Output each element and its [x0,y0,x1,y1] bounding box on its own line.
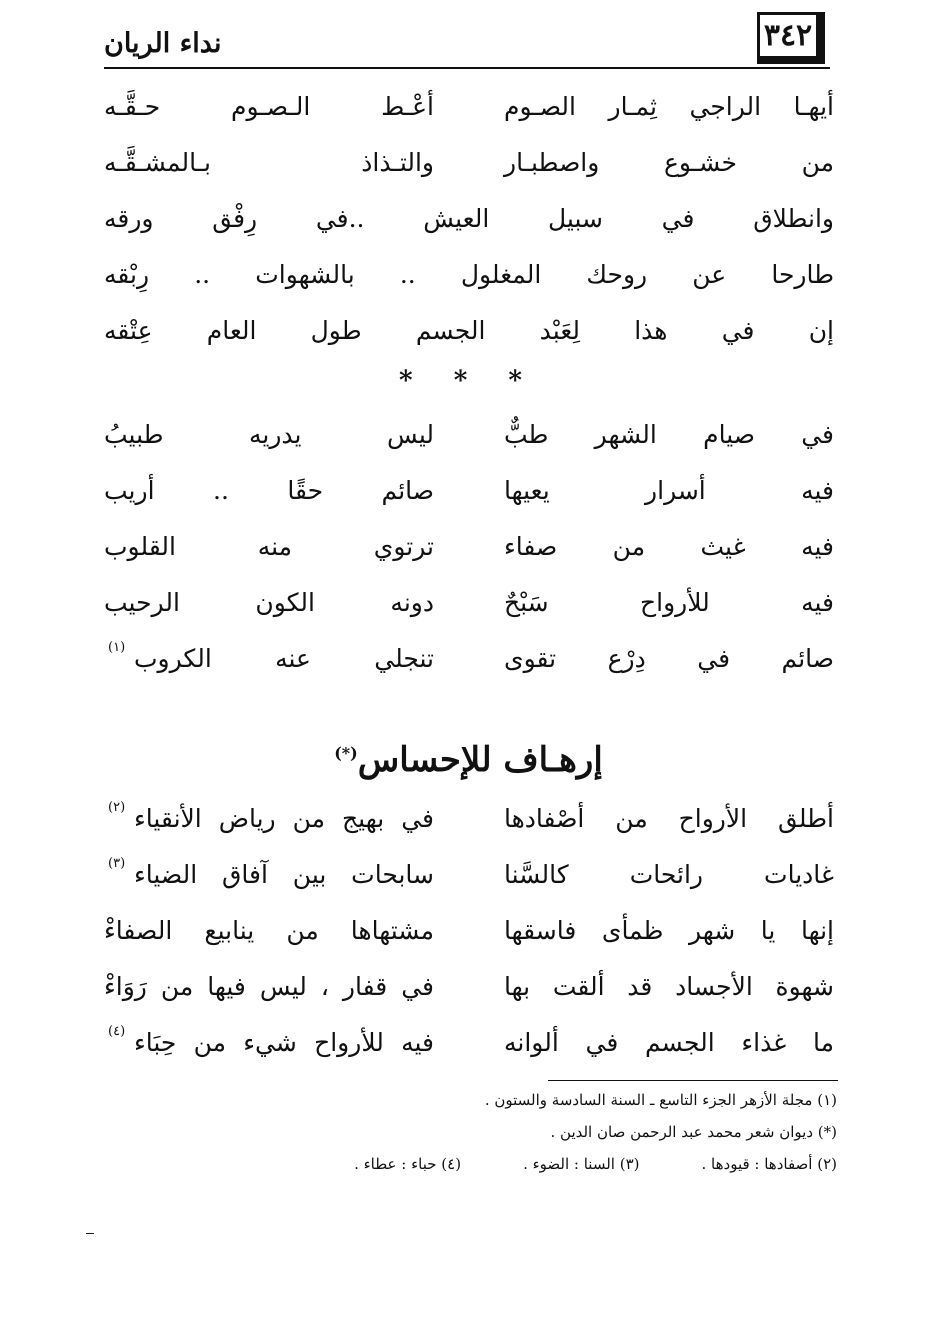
page-number-box: ٣٤٢ [757,12,825,64]
verse-line [104,800,834,860]
hemistich-left: أعْـط الـصـوم حـقَّـه [104,92,434,121]
hemistich-left: تنجلي عنه الكروب [134,644,434,673]
section-title-marker: (*) [334,743,358,763]
hemistich-left: في قفار ، ليس فيها من رَوَاءْ [104,972,434,1001]
poem-one [104,92,834,372]
glossary-line [97,1148,837,1180]
footnote-1: (١) مجلة الأزهر الجزء التاسع ـ السنة السادسة والستون . [484,1091,837,1109]
hemistich-left: ليس يدريه طبيبُ [104,420,434,449]
footnotes [97,1084,837,1180]
hemistich-right: صائم في دِرْع تقوى [504,644,834,673]
glossary-2: (٢) أصفادها : قيودها . [701,1155,837,1173]
verse-line [104,588,834,644]
hemistich-left: فيه للأرواح شيء من حِبَاء [134,1028,434,1057]
hemistich-left: صائم حقًا .. أريب [104,476,434,505]
verse-full-line: وانطلاق في سبيل العيش ..في رِفْق ورقه [104,204,834,233]
hemistich-right: من خشـوع واصطبـار [504,148,834,177]
hemistich-right: فيه للأرواح سَبْحٌ [504,588,834,617]
footnote-ref: (١) [108,640,126,655]
hemistich-right: أيهـا الراجي ثِمـار الصـوم [504,92,834,121]
verse-line [104,640,834,700]
hemistich-right: غاديات رائحات كالسَّنا [504,860,834,889]
footnote-ref: (٣) [108,856,126,871]
header-rule [104,67,830,69]
verse-full-line: إن في هذا لِعَبْد الجسم طول العام عِتْقه [104,316,834,345]
hemistich-right: ما غذاء الجسم في ألوانه [504,1028,834,1057]
hemistich-right: شهوة الأجساد قد ألقت بها [504,972,834,1001]
hemistich-right: إنها يا شهر ظمأى فاسقها [504,916,834,945]
header-title: نداء الريان [104,28,222,59]
footnote-rule [548,1080,838,1081]
section-title [0,740,937,780]
verse-line [104,972,834,1028]
verse-line [104,148,834,204]
hemistich-left: دونه الكون الرحيب [104,588,434,617]
verse-line [104,1024,834,1084]
hemistich-left: مشتهاها من ينابيع الصفاءْ [104,916,434,945]
verse-line [104,476,834,532]
poem-three [104,800,834,1084]
hemistich-left: ترتوي منه القلوب [104,532,434,561]
hemistich-left: والتـذاذ بـالمشـقَّـه [104,148,434,177]
verse-line [104,92,834,148]
verse-line [104,260,834,316]
hemistich-left: سابحات بين آفاق الضياء [134,860,434,889]
poem-two [104,420,834,700]
section-title-text: إرهـاف للإحساس [357,740,603,780]
verse-line [104,204,834,260]
verse-full-line: طارحا عن روحك المغلول .. بالشهوات .. رِبْقه [104,260,834,289]
hemistich-right: أطلق الأرواح من أصْفادها [504,804,834,833]
verse-line [104,856,834,916]
footnote-ref: (٢) [108,800,126,815]
hemistich-right: فيه غيث من صفاء [504,532,834,561]
glossary-3: (٣) السنا : الضوء . [523,1155,640,1173]
verse-line [104,916,834,972]
verse-line [104,316,834,372]
margin-mark [86,1233,94,1234]
footnote-star: (*) ديوان شعر محمد عبد الرحمن صان الدين . [550,1123,837,1141]
hemistich-right: في صيام الشهر طبٌّ [504,420,834,449]
section-separator: * * * [399,366,538,396]
verse-line [104,532,834,588]
hemistich-right: فيه أسرار يعيها [504,476,834,505]
hemistich-left: في بهيج من رياض الأنقياء [134,804,434,833]
verse-line [104,420,834,476]
footnote-ref: (٤) [108,1024,126,1039]
glossary-4: (٤) حباء : عطاء . [354,1155,462,1173]
